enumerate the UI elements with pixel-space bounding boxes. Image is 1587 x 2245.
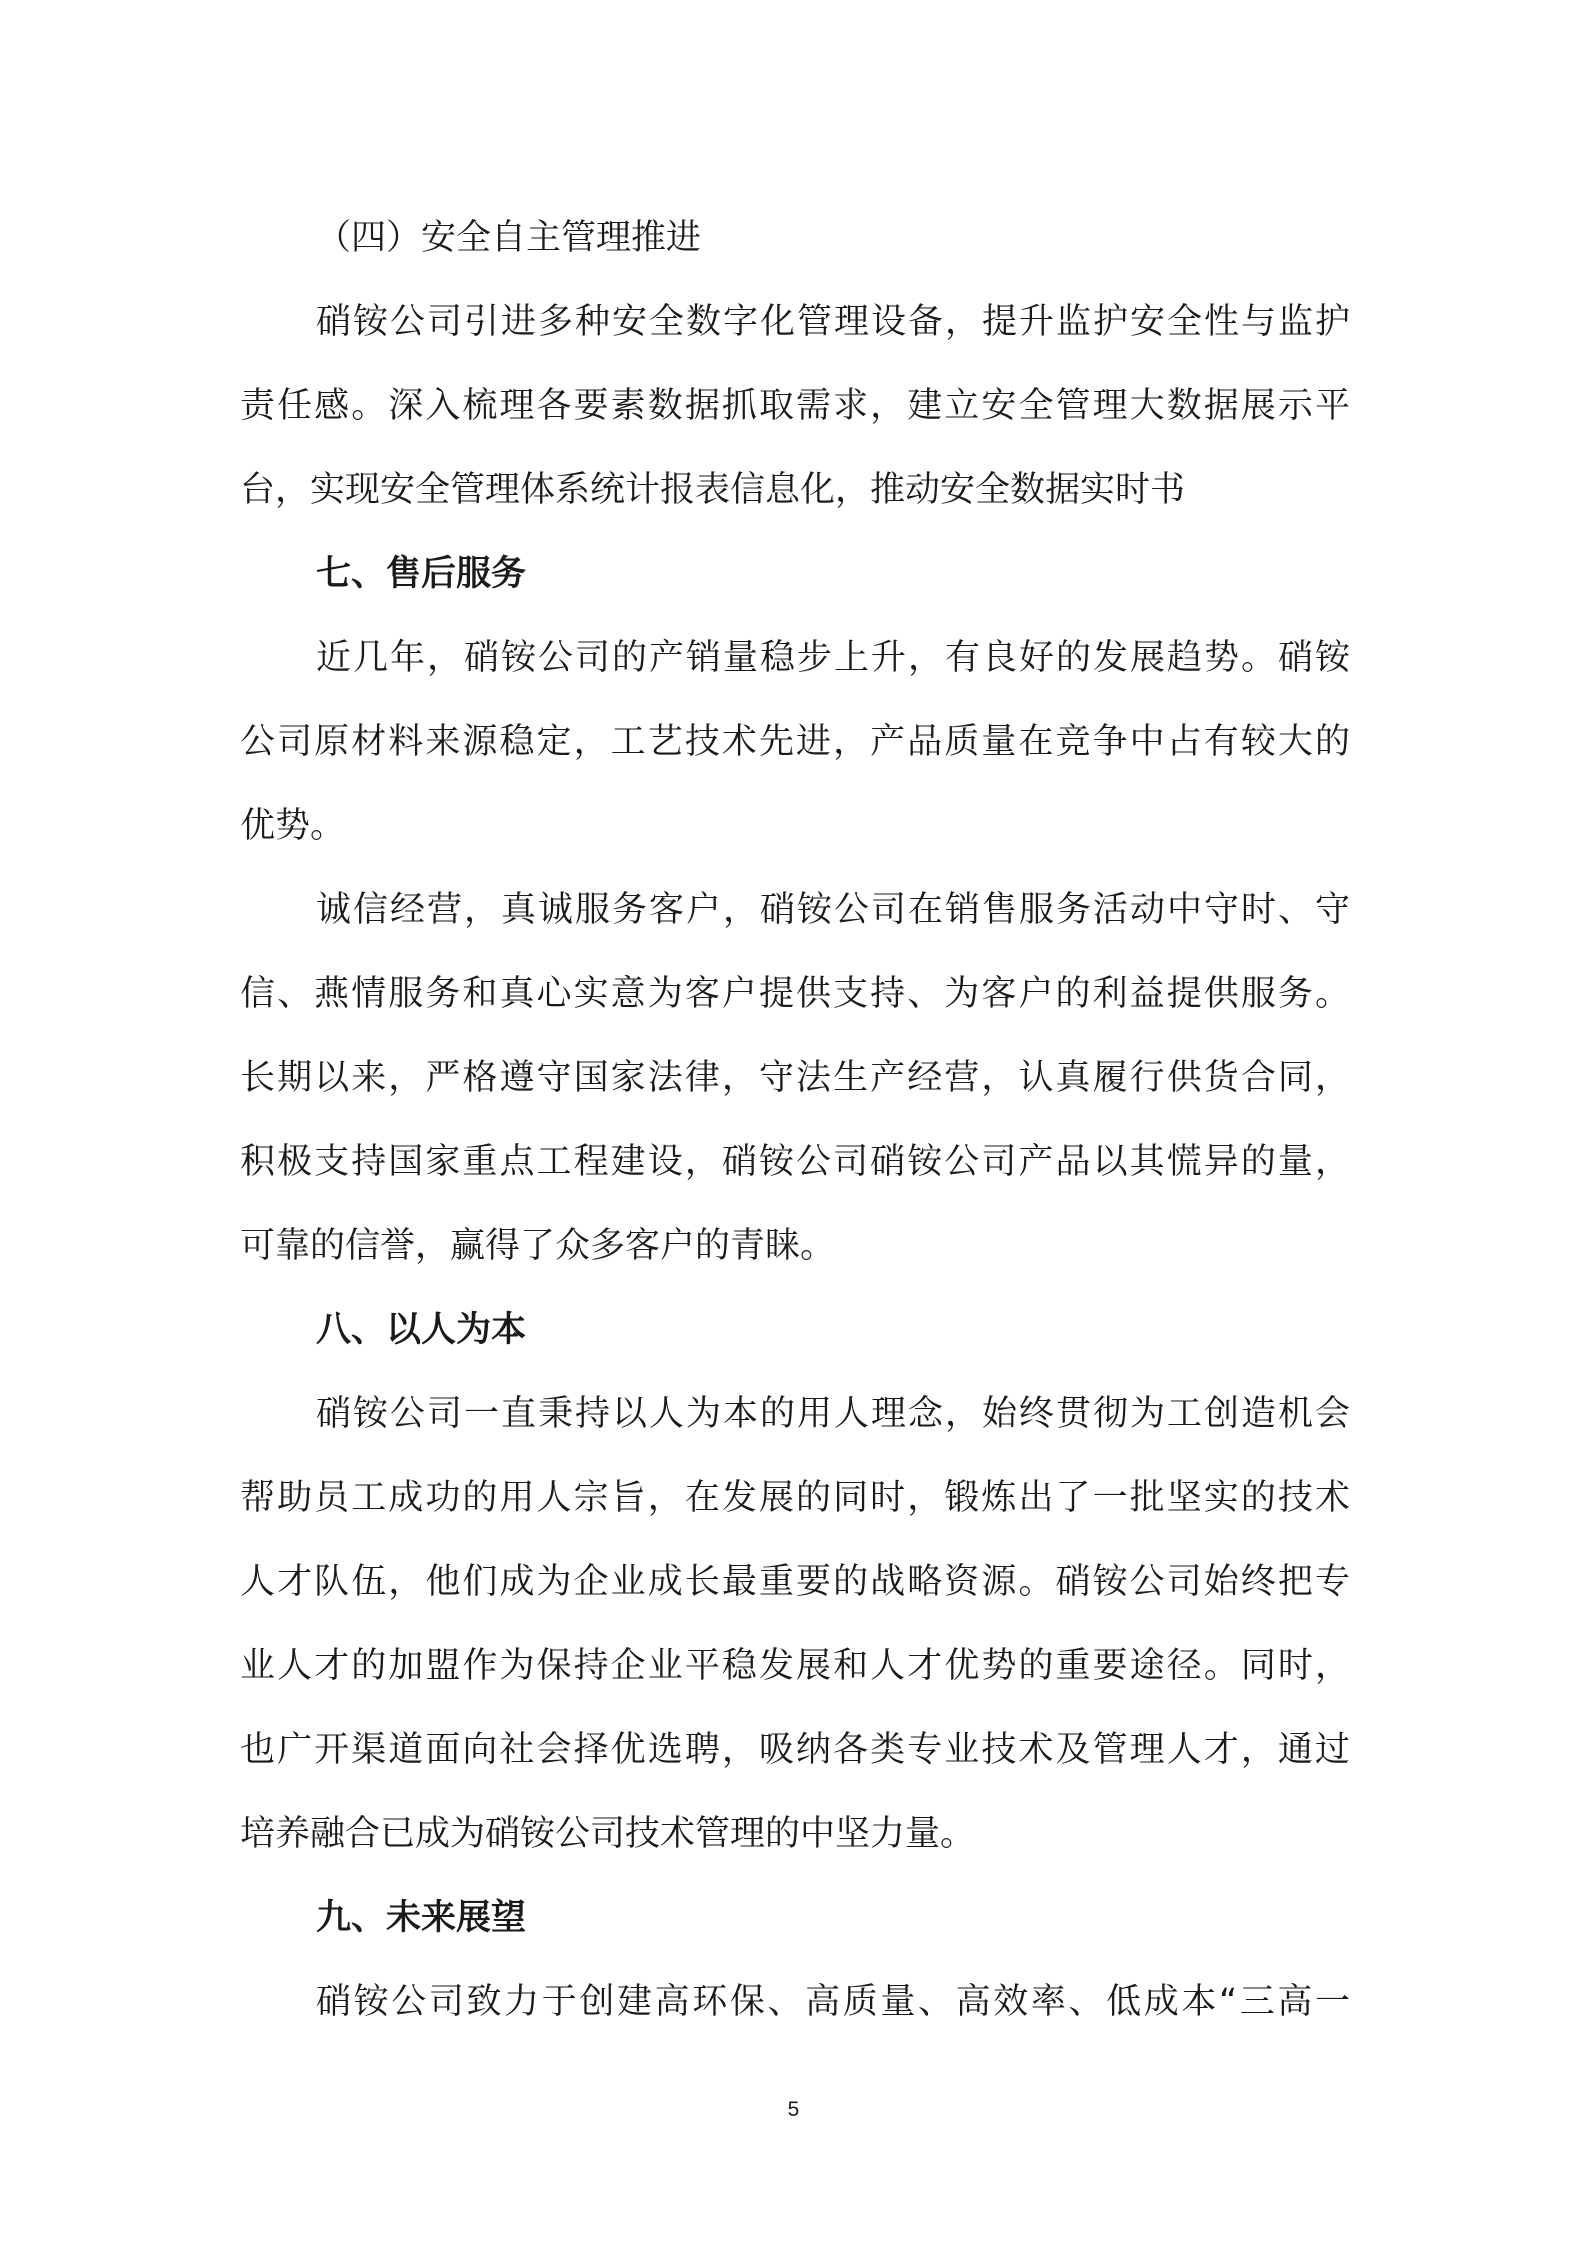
page-number: 5 (787, 2098, 800, 2121)
text-line: 长期以来，严格遵守国家法律，守法生产经营，认真履行供货合同， (240, 1058, 1350, 1098)
text-line: 培养融合已成为硝铵公司技术管理的中坚力量。 (240, 1814, 976, 1854)
text-line: 积极支持国家重点工程建设，硝铵公司硝铵公司产品以其慌异的量， (240, 1142, 1350, 1182)
text-line: 信、燕情服务和真心实意为客户提供支持、为客户的利益提供服务。 (240, 974, 1350, 1014)
text-line: 诚信经营，真诚服务客户，硝铵公司在销售服务活动中守时、守 (316, 890, 1350, 930)
text-line: （四）安全自主管理推进 (316, 218, 702, 258)
section-heading: 七、售后服务 (316, 554, 527, 594)
text-line: 硝铵公司一直秉持以人为本的用人理念，始终贯彻为工创造机会 (316, 1394, 1350, 1434)
text-line: 台，实现安全管理体系统计报表信息化，推动安全数据实时书 (240, 470, 1186, 510)
text-line: 公司原材料来源稳定，工艺技术先进，产品质量在竞争中占有较大的 (240, 722, 1350, 762)
text-line: 责任感。深入梳理各要素数据抓取需求，建立安全管理大数据展示平 (240, 386, 1350, 426)
body-text (240, 196, 1350, 2044)
text-line: 人才队伍，他们成为企业成长最重要的战略资源。硝铵公司始终把专 (240, 1562, 1350, 1602)
section-heading: 八、以人为本 (316, 1310, 527, 1350)
text-line: 业人才的加盟作为保持企业平稳发展和人才优势的重要途径。同时， (240, 1646, 1350, 1686)
text-line: 帮助员工成功的用人宗旨，在发展的同时，锻炼出了一批坚实的技术 (240, 1478, 1350, 1518)
text-line: 近几年，硝铵公司的产销量稳步上升，有良好的发展趋势。硝铵 (316, 638, 1350, 678)
text-line: 也广开渠道面向社会择优选聘，吸纳各类专业技术及管理人才，通过 (240, 1730, 1350, 1770)
text-line: 硝铵公司致力于创建高环保、高质量、高效率、低成本“三高一 (316, 1982, 1350, 2022)
section-heading: 九、未来展望 (316, 1898, 527, 1938)
text-line: 优势。 (240, 806, 346, 846)
text-line: 硝铵公司引进多种安全数字化管理设备，提升监护安全性与监护 (316, 302, 1350, 342)
text-line: 可靠的信誉，赢得了众多客户的青睐。 (240, 1226, 836, 1266)
